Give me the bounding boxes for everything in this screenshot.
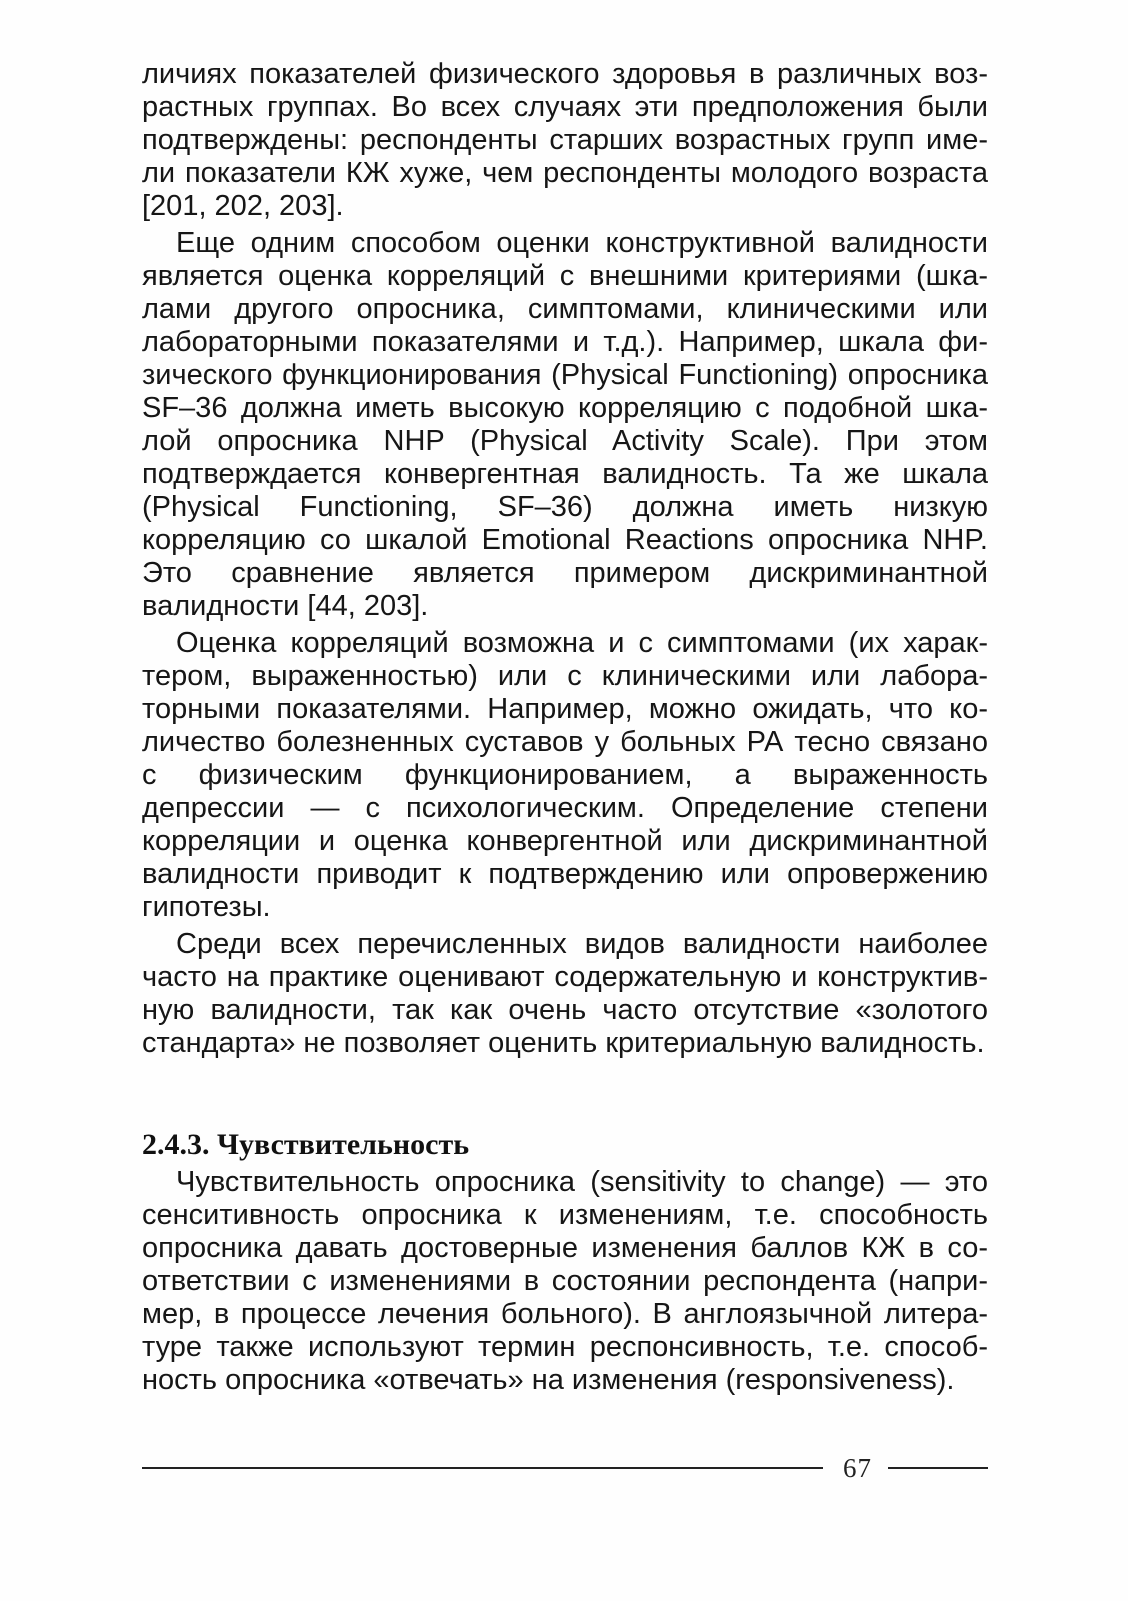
paragraph-correlations: Оценка корреляций возможна и с симптомами (их характером, выраженностью) или с клиническими или лабораторными показателями. Например, можно ожидать, что количество болезненных суставов у больных РА тесно связано с физическим функционированием, а выраженность депрессии — с психологическим. Определение степени корреляции и оценка конвергентной или дискриминантной валидности приводит к подтверждению или опровержению гипотезы. (142, 627, 988, 923)
page-number: 67 (843, 1452, 872, 1483)
paragraph-continuation: личиях показателей физического здоровья в различных возрастных группах. Во всех случаях эти предположения были подтверждены: респонденты старших возрастных групп имели показатели КЖ хуже, чем респонденты молодого возраста [201, 202, 203]. (142, 58, 988, 222)
section-sensitivity (142, 1128, 988, 1401)
paragraph-construct-validity: Еще одним способом оценки конструктивной валидности является оценка корреляций с внешними критериями (шкалами другого опросника, симптомами, клиническими или лабораторными показателями и т.д.). Например, шкала физического функционирования (Physical Functioning) опросника SF–36 должна иметь высокую корреляцию с подобной шкалой опросника NHP (Physical Activity Scale). При этом подтверждается конвергентная валидность. Та же шкала (Physical Functioning, SF–36) должна иметь низкую корреляцию со шкалой Emotional Reactions опросника NHP. Это сравнение является примером дискриминантной валидности [44, 203]. (142, 227, 988, 622)
footer-rule-right (888, 1467, 988, 1469)
footer-rule-left (142, 1467, 823, 1469)
page-footer (142, 1448, 988, 1488)
paragraph-validity-summary: Среди всех перечисленных видов валидности наиболее часто на практике оценивают содержательную и конструктивную валидности, так как очень часто отсутствие «золотого стандарта» не позволяет оценить критериальную валидность. (142, 928, 988, 1059)
main-text (142, 58, 988, 1064)
paragraph-sensitivity: Чувствительность опросника (sensitivity to change) — это сенситивность опросника к изменениям, т.е. способность опросника давать достоверные изменения баллов КЖ в соответствии с изменениями в состоянии респондента (например, в процессе лечения больного). В англоязычной литературе также используют термин респонсивность, т.е. способность опросника «отвечать» на изменения (responsiveness). (142, 1166, 988, 1396)
section-heading: 2.4.3. Чувствительность (142, 1128, 470, 1161)
